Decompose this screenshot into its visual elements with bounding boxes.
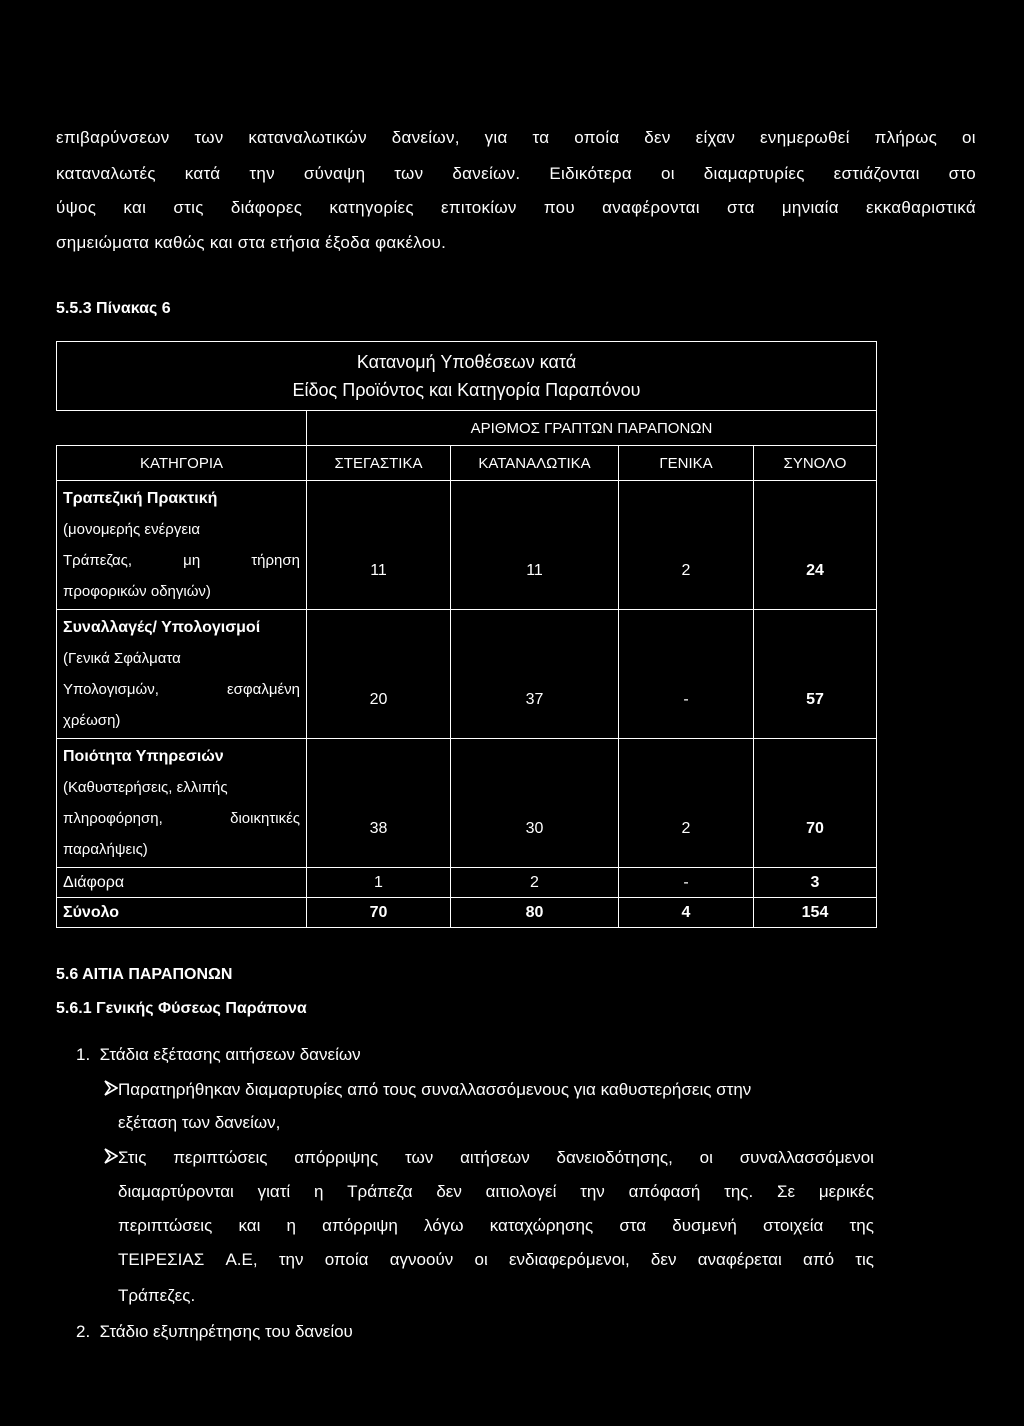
word: απόρριψης <box>294 1148 379 1167</box>
word: λόγω <box>424 1216 464 1235</box>
row-desc: προφορικών οδηγιών) <box>63 583 211 600</box>
word: καταναλωτικών <box>248 128 367 147</box>
word: διάφορες <box>230 198 303 217</box>
row-title: Τραπεζική Πρακτική <box>63 490 218 507</box>
word: η <box>286 1216 296 1235</box>
cell-value: 154 <box>754 898 877 928</box>
bullet-2-line-5: Τράπεζες. <box>118 1286 196 1305</box>
row-desc <box>63 803 300 834</box>
table-heading: 5.5.3 Πίνακας 6 <box>56 300 171 317</box>
bullet-2-line-4 <box>118 1250 874 1270</box>
word: κατά <box>184 164 221 183</box>
word: στο <box>948 164 976 183</box>
list-item-text: Στάδιο εξυπηρέτησης του δανείου <box>99 1322 353 1341</box>
column-header: ΚΑΤΗΓΟΡΙΑ <box>57 446 307 481</box>
cell-value: 57 <box>754 610 877 739</box>
cell-value: 11 <box>451 481 619 610</box>
table-row-other <box>57 868 877 898</box>
cell-value: 4 <box>619 898 754 928</box>
word: αιτήσεων <box>460 1148 530 1167</box>
word: σύναψη <box>303 164 366 183</box>
table-row <box>57 610 877 739</box>
word: των <box>194 128 224 147</box>
word: ενημερωθεί <box>760 128 850 147</box>
word: Τράπεζα <box>347 1182 413 1201</box>
word: η <box>313 1182 324 1201</box>
cell-value: 2 <box>451 868 619 898</box>
cell-value: 30 <box>451 739 619 868</box>
word: Ειδικότερα <box>549 164 633 183</box>
word: Τράπεζας, <box>63 552 133 569</box>
intro-line-1 <box>56 128 976 148</box>
word: οι <box>699 1148 713 1167</box>
word: Υπολογισμών, <box>63 681 159 698</box>
word: στοιχεία <box>763 1216 824 1235</box>
word: που <box>543 198 575 217</box>
word: και <box>123 198 147 217</box>
word: της. <box>724 1182 754 1201</box>
word: τήρηση <box>251 552 300 569</box>
intro-line-4: σημειώματα καθώς και στα ετήσια έξοδα φακέλου. <box>56 233 447 252</box>
word: αιτιολογεί <box>485 1182 557 1201</box>
word: μη <box>183 552 201 569</box>
word: αναφέρονται <box>602 198 700 217</box>
column-header: ΚΑΤΑΝΑΛΩΤΙΚΑ <box>451 446 619 481</box>
row-label: Σύνολο <box>57 898 307 928</box>
cell-value: 24 <box>754 481 877 610</box>
row-category <box>57 610 307 739</box>
word: οι <box>474 1250 488 1269</box>
word: περιπτώσεις <box>173 1148 268 1167</box>
word: στις <box>173 198 204 217</box>
group-header: ΑΡΙΘΜΟΣ ΓΡΑΠΤΩΝ ΠΑΡΑΠΟΝΩΝ <box>307 411 877 446</box>
table-row-total <box>57 898 877 928</box>
list-item-1 <box>76 1045 361 1065</box>
word: και <box>238 1216 261 1235</box>
list-item-2 <box>76 1322 353 1342</box>
word: οι <box>962 128 976 147</box>
word: δεν <box>436 1182 462 1201</box>
word: ΤΕΙΡΕΣΙΑΣ <box>118 1250 205 1269</box>
word: γιατί <box>257 1182 291 1201</box>
word: τα <box>532 128 550 147</box>
cell-value: 80 <box>451 898 619 928</box>
word: εστιάζονται <box>833 164 920 183</box>
word: δανειοδότησης, <box>556 1148 673 1167</box>
intro-line-2 <box>56 164 976 184</box>
word: Α.Ε, <box>225 1250 258 1269</box>
blank-header-cell <box>57 411 307 446</box>
cell-value: - <box>619 868 754 898</box>
row-title: Ποιότητα Υπηρεσιών <box>63 748 224 765</box>
word: δυσμενή <box>672 1216 737 1235</box>
word: οποία <box>574 128 620 147</box>
word: δεν <box>644 128 671 147</box>
cell-value: 2 <box>619 739 754 868</box>
complaints-table <box>56 341 877 928</box>
row-desc: (μονομερής ενέργεια <box>63 521 201 538</box>
table-title <box>57 342 877 411</box>
word: αγνοούν <box>389 1250 454 1269</box>
word: μηνιαία <box>781 198 839 217</box>
row-category <box>57 481 307 610</box>
table-row <box>57 739 877 868</box>
row-desc: χρέωση) <box>63 712 121 729</box>
column-header: ΓΕΝΙΚΑ <box>619 446 754 481</box>
column-header: ΣΥΝΟΛΟ <box>754 446 877 481</box>
word: των <box>394 164 424 183</box>
table-row <box>57 481 877 610</box>
cell-value: 37 <box>451 610 619 739</box>
word: είχαν <box>695 128 736 147</box>
word: συναλλασσόμενοι <box>739 1148 874 1167</box>
cell-value: 70 <box>307 898 451 928</box>
word: την <box>278 1250 304 1269</box>
word: ύψος <box>56 198 97 217</box>
arrowhead-bullet-icon <box>104 1080 118 1101</box>
table-title-line-1: Κατανομή Υποθέσεων κατά <box>356 352 577 372</box>
word: από <box>803 1250 835 1269</box>
row-label: Διάφορα <box>57 868 307 898</box>
word: απόρριψη <box>322 1216 398 1235</box>
word: για <box>484 128 508 147</box>
word: στα <box>727 198 755 217</box>
cell-value: - <box>619 610 754 739</box>
row-desc: παραλήψεις) <box>63 841 148 858</box>
word: των <box>405 1148 434 1167</box>
word: μερικές <box>818 1182 874 1201</box>
bullet-2-line-2 <box>118 1182 874 1202</box>
bullet-1-line-2: εξέταση των δανείων, <box>118 1113 281 1132</box>
word: διαμαρτυρίες <box>703 164 805 183</box>
word: Στις <box>118 1148 147 1167</box>
word: την <box>249 164 275 183</box>
bullet-2-line-3 <box>118 1216 874 1236</box>
word: πληροφόρηση, <box>63 810 163 827</box>
intro-line-3 <box>56 198 976 218</box>
word: πλήρως <box>874 128 938 147</box>
row-desc <box>63 674 300 705</box>
arrowhead-bullet-icon <box>104 1148 118 1169</box>
word: καταναλωτές <box>56 164 156 183</box>
list-number: 2. <box>76 1322 91 1341</box>
row-desc: (Γενικά Σφάλματα <box>63 650 181 667</box>
word: την <box>580 1182 605 1201</box>
row-title: Συναλλαγές/ Υπολογισμοί <box>63 619 261 636</box>
word: δεν <box>650 1250 677 1269</box>
cell-value: 3 <box>754 868 877 898</box>
word: εκκαθαριστικά <box>866 198 976 217</box>
row-desc <box>63 545 300 576</box>
cell-value: 1 <box>307 868 451 898</box>
word: Σε <box>776 1182 796 1201</box>
cell-value: 38 <box>307 739 451 868</box>
word: οι <box>660 164 675 183</box>
word: περιπτώσεις <box>118 1216 213 1235</box>
word: στα <box>619 1216 647 1235</box>
column-header: ΣΤΕΓΑΣΤΙΚΑ <box>307 446 451 481</box>
word: διαμαρτύρονται <box>118 1182 234 1201</box>
row-desc: (Καθυστερήσεις, ελλιπής <box>63 779 228 796</box>
row-category <box>57 739 307 868</box>
word: καταχώρησης <box>489 1216 594 1235</box>
word: δανείων, <box>391 128 460 147</box>
word: τις <box>855 1250 874 1269</box>
word: επιτοκίων <box>440 198 517 217</box>
list-item-text: Στάδια εξέτασης αιτήσεων δανείων <box>99 1045 361 1064</box>
word: ενδιαφερόμενοι, <box>508 1250 630 1269</box>
bullet-1-line-1: Παρατηρήθηκαν διαμαρτυρίες από τους συναλλασσόμενους για καθυστερήσεις στην <box>118 1080 752 1099</box>
section-heading: 5.6 ΑΙΤΙΑ ΠΑΡΑΠΟΝΩΝ <box>56 966 233 983</box>
bullet-2-line-1 <box>118 1148 874 1168</box>
word: οποία <box>324 1250 369 1269</box>
word: της <box>849 1216 874 1235</box>
table-title-line-2: Είδος Προϊόντος και Κατηγορία Παραπόνου <box>292 380 641 400</box>
cell-value: 20 <box>307 610 451 739</box>
word: δανείων. <box>452 164 521 183</box>
word: επιβαρύνσεων <box>56 128 170 147</box>
list-number: 1. <box>76 1045 91 1064</box>
word: εσφαλμένη <box>226 681 300 698</box>
word: αναφέρεται <box>697 1250 782 1269</box>
word: διοικητικές <box>230 810 300 827</box>
cell-value: 2 <box>619 481 754 610</box>
word: κατηγορίες <box>329 198 414 217</box>
cell-value: 70 <box>754 739 877 868</box>
word: απόφασή <box>628 1182 701 1201</box>
cell-value: 11 <box>307 481 451 610</box>
subsection-heading: 5.6.1 Γενικής Φύσεως Παράπονα <box>56 1000 307 1017</box>
